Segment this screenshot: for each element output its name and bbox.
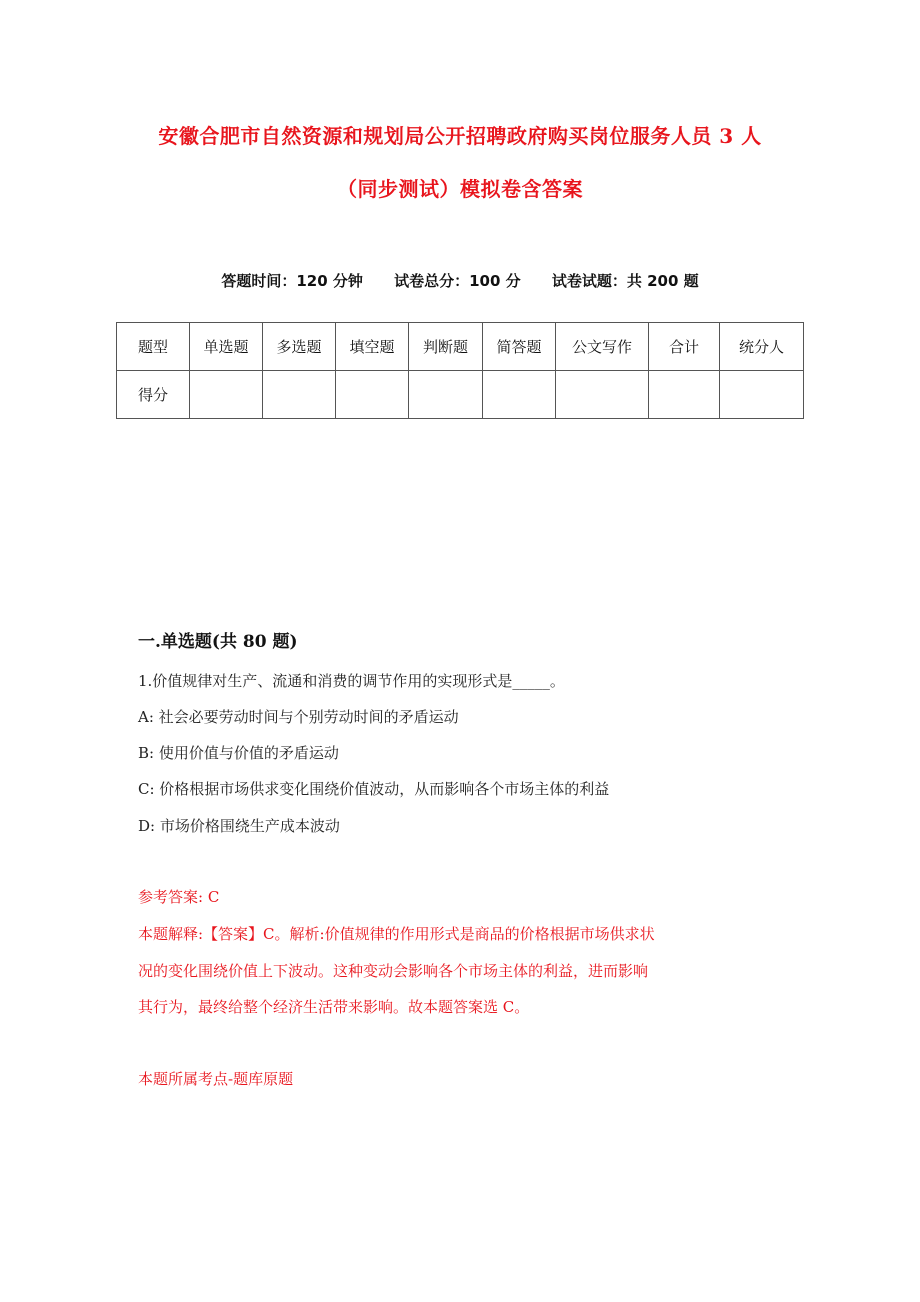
- exam-time: 答题时间：120 分钟: [221, 272, 363, 290]
- document-title-line-2: （同步测试）模拟卷含答案: [337, 177, 583, 201]
- score-table: [116, 322, 804, 419]
- section-title: 一.单选题(共 80 题): [138, 632, 298, 652]
- header-cell: 公文写作: [556, 323, 649, 371]
- question-stem: 1.价值规律对生产、流通和消费的调节作用的实现形式是_____。: [138, 672, 565, 690]
- score-cell: [720, 371, 804, 419]
- option-c: C: 价格根据市场供求变化围绕价值波动，从而影响各个市场主体的利益: [138, 780, 610, 798]
- score-cell: [649, 371, 720, 419]
- exam-meta: [0, 270, 920, 291]
- reference-answer: 参考答案: C: [138, 888, 220, 906]
- option-b: B: 使用价值与价值的矛盾运动: [138, 744, 339, 762]
- explanation-line: 况的变化围绕价值上下波动。这种变动会影响各个市场主体的利益，进而影响: [138, 962, 649, 980]
- score-table-header-row: [117, 323, 804, 371]
- exam-question-count: 试卷试题：共 200 题: [551, 272, 699, 290]
- exam-total-score: 试卷总分：100 分: [394, 272, 521, 290]
- score-label-cell: 得分: [117, 371, 190, 419]
- score-cell: [336, 371, 409, 419]
- document-title-line-1: 安徽合肥市自然资源和规划局公开招聘政府购买岗位服务人员 3 人: [158, 124, 762, 148]
- score-cell: [556, 371, 649, 419]
- header-cell: 合计: [649, 323, 720, 371]
- header-cell: 简答题: [483, 323, 556, 371]
- header-cell: 统分人: [720, 323, 804, 371]
- header-cell: 题型: [117, 323, 190, 371]
- score-cell: [483, 371, 556, 419]
- option-d: D: 市场价格围绕生产成本波动: [138, 817, 340, 835]
- header-cell: 判断题: [409, 323, 483, 371]
- header-cell: 填空题: [336, 323, 409, 371]
- question-source: 本题所属考点-题库原题: [138, 1070, 294, 1088]
- score-cell: [190, 371, 263, 419]
- score-table-score-row: [117, 371, 804, 419]
- explanation-line: 本题解释:【答案】C。解析:价值规律的作用形式是商品的价格根据市场供求状: [138, 925, 655, 943]
- header-cell: 多选题: [263, 323, 336, 371]
- option-a: A: 社会必要劳动时间与个别劳动时间的矛盾运动: [138, 708, 459, 726]
- score-cell: [409, 371, 483, 419]
- score-cell: [263, 371, 336, 419]
- explanation-line: 其行为，最终给整个经济生活带来影响。故本题答案选 C。: [138, 998, 530, 1016]
- header-cell: 单选题: [190, 323, 263, 371]
